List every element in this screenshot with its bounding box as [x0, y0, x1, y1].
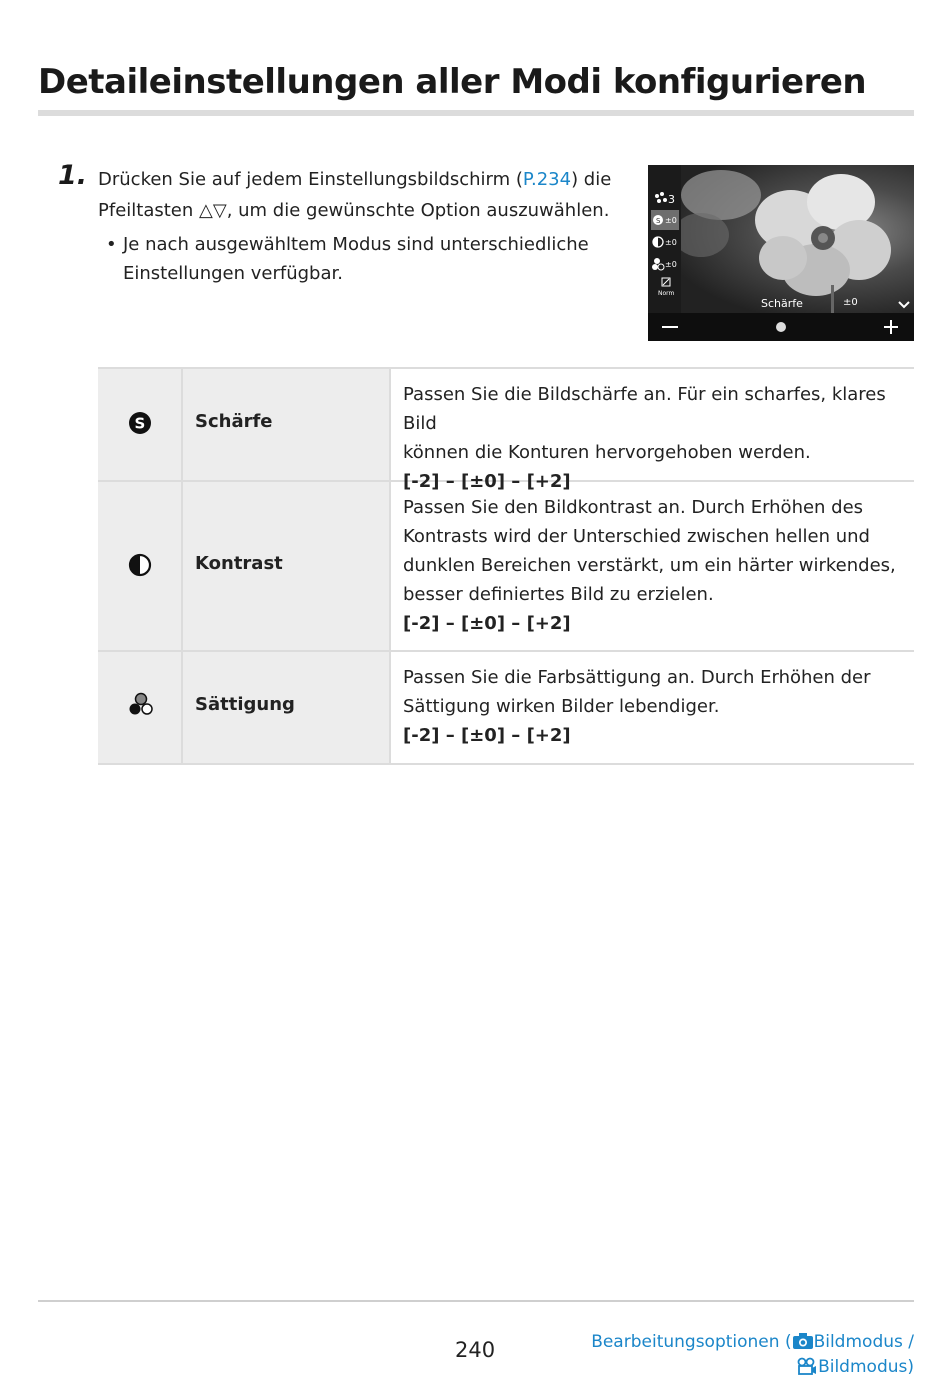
step-instruction: [98, 164, 628, 226]
footer-link-prefix: Bearbeitungsoptionen (: [591, 1332, 792, 1352]
scene-value: 3: [668, 193, 675, 206]
value-range: [-2] – [±0] – [+2]: [403, 471, 571, 492]
flower-image-icon: [681, 165, 914, 313]
description-line: Kontrasts wird der Unterschied zwischen hellen und: [403, 526, 870, 547]
step-text-part: ) die: [571, 169, 612, 190]
saturation-value: ±0: [665, 260, 677, 269]
gradation-menu-item: [651, 276, 679, 302]
camera-screen-illustration: [648, 165, 914, 341]
setting-name: Sättigung: [195, 694, 295, 715]
camera-setting-value: ±0: [843, 297, 858, 308]
scene-icon: [651, 189, 679, 209]
bullet-note: [106, 230, 606, 288]
description-line: können die Konturen hervorgehoben werden.: [403, 442, 811, 463]
step-number: 1.: [58, 160, 88, 191]
saturation-menu-item: [651, 254, 679, 274]
row-name-cell: [183, 482, 391, 650]
setting-name: Schärfe: [195, 411, 273, 432]
step-text-part: , um die gewünschte Option auszuwählen.: [226, 200, 610, 221]
footer-section-link[interactable]: [554, 1330, 914, 1378]
value-range: [-2] – [±0] – [+2]: [403, 725, 571, 746]
camera-icon: [792, 1332, 814, 1350]
svg-text:S: S: [134, 414, 146, 433]
row-description-cell: [391, 652, 914, 763]
settings-table: [98, 367, 914, 765]
bullet-text: Je nach ausgewähltem Modus sind unterschiedliche Einstellungen verfügbar.: [123, 234, 589, 284]
row-icon-cell: [98, 482, 183, 650]
setting-name: Kontrast: [195, 553, 283, 574]
camera-slider-bar: [648, 313, 914, 341]
row-icon-cell: [98, 369, 183, 480]
camera-side-menu: [648, 165, 681, 313]
contrast-menu-item: [651, 232, 679, 252]
row-name-cell: [183, 652, 391, 763]
row-description-cell: [391, 369, 914, 492]
flower-photo: [681, 165, 914, 313]
table-row: [98, 652, 914, 765]
row-icon-cell: [98, 652, 183, 763]
row-name-cell: [183, 369, 391, 480]
description-line: Passen Sie die Farbsättigung an. Durch Erhöhen der: [403, 667, 871, 688]
footer-divider: [38, 1300, 914, 1302]
sharpness-value: ±0: [665, 216, 677, 225]
sharpness-icon: [128, 411, 152, 435]
description-line: Sättigung wirken Bilder lebendiger.: [403, 696, 720, 717]
description-line: besser definiertes Bild zu erzielen.: [403, 584, 714, 605]
saturation-icon: [128, 692, 156, 718]
chevron-down-icon: [898, 301, 910, 309]
contrast-icon: [128, 553, 152, 577]
table-row: [98, 482, 914, 652]
page-number: 240: [455, 1338, 496, 1362]
movie-camera-icon: [796, 1357, 818, 1375]
arrow-up-icon: △: [199, 200, 213, 221]
step-text-part: Drücken Sie auf jedem Einstellungsbildschirm (: [98, 169, 523, 190]
description-line: dunklen Bereichen verstärkt, um ein härter wirkendes,: [403, 555, 896, 576]
camera-setting-label: Schärfe: [761, 297, 803, 310]
title-divider: [38, 110, 914, 116]
svg-text:S: S: [656, 217, 661, 225]
page-reference-link[interactable]: P.234: [522, 169, 572, 190]
gradation-value: Norm: [658, 290, 675, 297]
step-text-part: Pfeiltasten: [98, 200, 199, 221]
description-line: Passen Sie die Bildschärfe an. Für ein scharfes, klares Bild: [403, 384, 886, 434]
bullet-dot-icon: •: [106, 234, 117, 255]
footer-link-part1: Bildmodus /: [813, 1332, 914, 1352]
description-line: Passen Sie den Bildkontrast an. Durch Erhöhen des: [403, 497, 864, 518]
sharpness-menu-item: [651, 210, 679, 230]
contrast-value: ±0: [665, 238, 677, 247]
table-row: [98, 369, 914, 492]
value-range: [-2] – [±0] – [+2]: [403, 613, 571, 634]
row-description-cell: [391, 482, 914, 650]
arrow-down-icon: ▽: [212, 200, 227, 221]
footer-link-part2: Bildmodus): [818, 1357, 914, 1377]
page-title: Detaileinstellungen aller Modi konfigurieren: [38, 62, 867, 102]
